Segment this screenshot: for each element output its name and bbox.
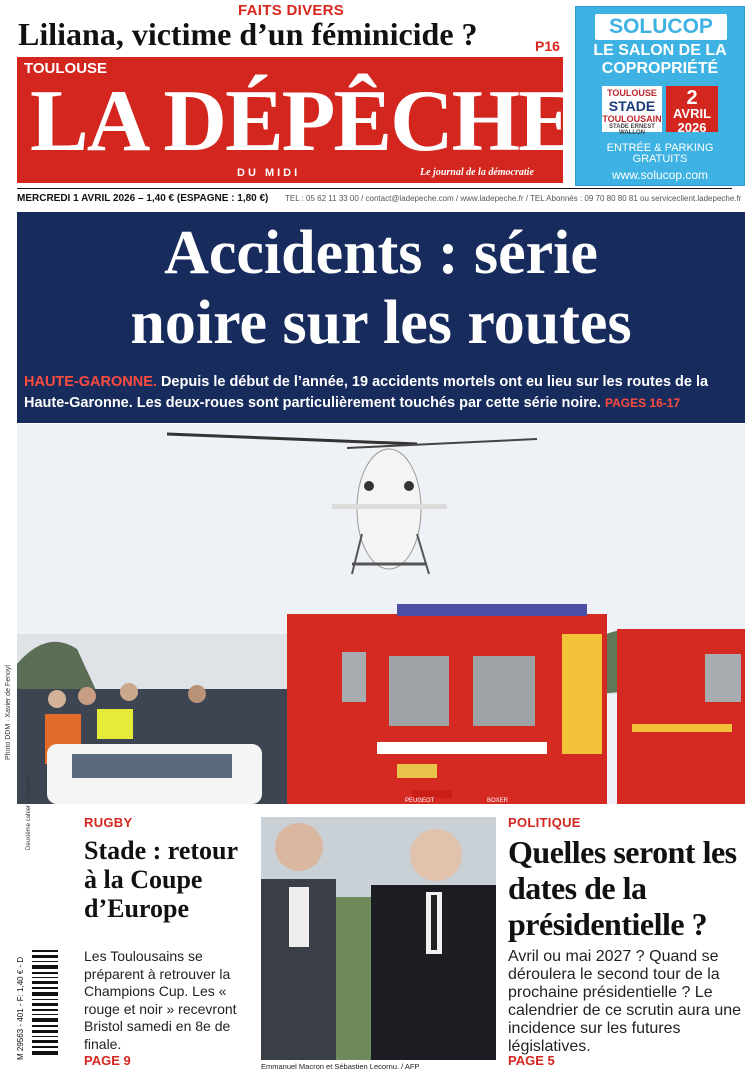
truck-brand-2: BOXER	[487, 798, 509, 804]
headline-line-1: Accidents : série	[164, 219, 598, 287]
brand-subtitle: DU MIDI	[237, 167, 301, 179]
rugby-kicker: RUGBY	[84, 815, 133, 830]
politics-kicker: POLITIQUE	[508, 815, 581, 830]
photo-accident-scene	[17, 424, 745, 804]
ad-line-1: LE SALON DE LA	[593, 42, 727, 59]
teaser-title[interactable]: Liliana, victime d’un féminicide ?	[18, 16, 478, 52]
politics-photo-caption: Emmanuel Macron et Sébastien Lecornu. / AFP	[261, 1062, 420, 1071]
headline-deck	[24, 372, 740, 414]
deck-page-ref[interactable]: PAGES 16-17	[604, 396, 681, 410]
rugby-title[interactable]: Stade : retour à la Coupe d’Europe	[84, 836, 238, 923]
ad-info-1: ENTRÉE & PARKING	[606, 142, 714, 154]
politics-page-ref[interactable]: PAGE 5	[508, 1053, 555, 1068]
ad-line-2: COPROPRIÉTÉ	[601, 60, 719, 77]
newspaper-brand[interactable]: LA DÉPÊCHE	[30, 73, 575, 170]
responders-group	[17, 683, 287, 804]
contact-line: TEL : 05 62 11 33 00 / contact@ladepeche.com / www.ladepeche.fr / TEL Abonnés : 09 70 80 80 81 ou serviceclient.ladepeche.fr	[285, 194, 742, 203]
ad-date-box	[666, 86, 718, 135]
ad-date-month: AVRIL	[672, 106, 712, 121]
ad-venue-detail: STADE ERNEST WALLON	[609, 124, 655, 136]
teaser-page-ref[interactable]: P16	[535, 38, 560, 54]
ad-date-year: 2026	[677, 120, 707, 135]
issue-date-price: MERCREDI 1 AVRIL 2026 – 1,40 € (ESPAGNE : 1,80 €)	[17, 193, 269, 204]
rugby-page-ref[interactable]: PAGE 9	[84, 1053, 131, 1068]
teaser-kicker: FAITS DIVERS	[238, 2, 345, 19]
ad-date-day: 2	[686, 87, 698, 109]
main-headline[interactable]	[17, 218, 745, 358]
truck-brand-1: PEUGEOT	[405, 798, 435, 804]
photo-credit: Photo DDM · Xavier de Fenoyl	[5, 665, 12, 760]
ad-logo: SOLUCOP	[595, 14, 727, 40]
main-photo[interactable]	[17, 424, 745, 804]
edition-label: TOULOUSE	[24, 60, 108, 77]
deck-text: Depuis le début de l’année, 19 accidents mortels ont eu lieu sur les routes de la Haute-Garonne. Les deux-roues sont particulièrement touchés par cette série noire.	[24, 374, 709, 411]
ad-info-2: GRATUITS	[632, 153, 688, 165]
photo-two-men	[261, 817, 496, 1060]
ad-venue-city: TOULOUSE	[607, 88, 657, 98]
ad-url[interactable]: www.solucop.com	[611, 168, 709, 182]
supplement-note: Deuxième cahier : 16 pages	[26, 775, 32, 850]
rugby-body: Les Toulousains se préparent à retrouver la Champions Cup. Les « rouge et noir » recevront Bristol samedi en 8e de finale.	[84, 948, 237, 1052]
brand-tagline: Le journal de la démocratie	[420, 167, 534, 178]
ad-venue-club: TOULOUSAIN	[602, 114, 662, 124]
header-rule	[17, 188, 732, 189]
fire-truck	[287, 604, 607, 804]
ad-venue-name: STADE	[608, 98, 656, 114]
politics-body: Avril ou mai 2027 ? Quand se déroulera le second tour de la prochaine présidentielle ? Le calendrier de ce scrutin aura une incidence sur les futures législatives.	[508, 948, 742, 1055]
deck-location: HAUTE-GARONNE.	[24, 374, 157, 390]
politics-title[interactable]: Quelles seront les dates de la présidentielle ?	[508, 834, 737, 942]
fire-truck-right	[617, 629, 745, 804]
barcode	[30, 948, 60, 1058]
politics-photo[interactable]	[261, 817, 496, 1060]
headline-line-2: noire sur les routes	[130, 289, 632, 357]
barcode-number: M 29563 - 401 - F: 1,40 € - D	[16, 956, 25, 1060]
